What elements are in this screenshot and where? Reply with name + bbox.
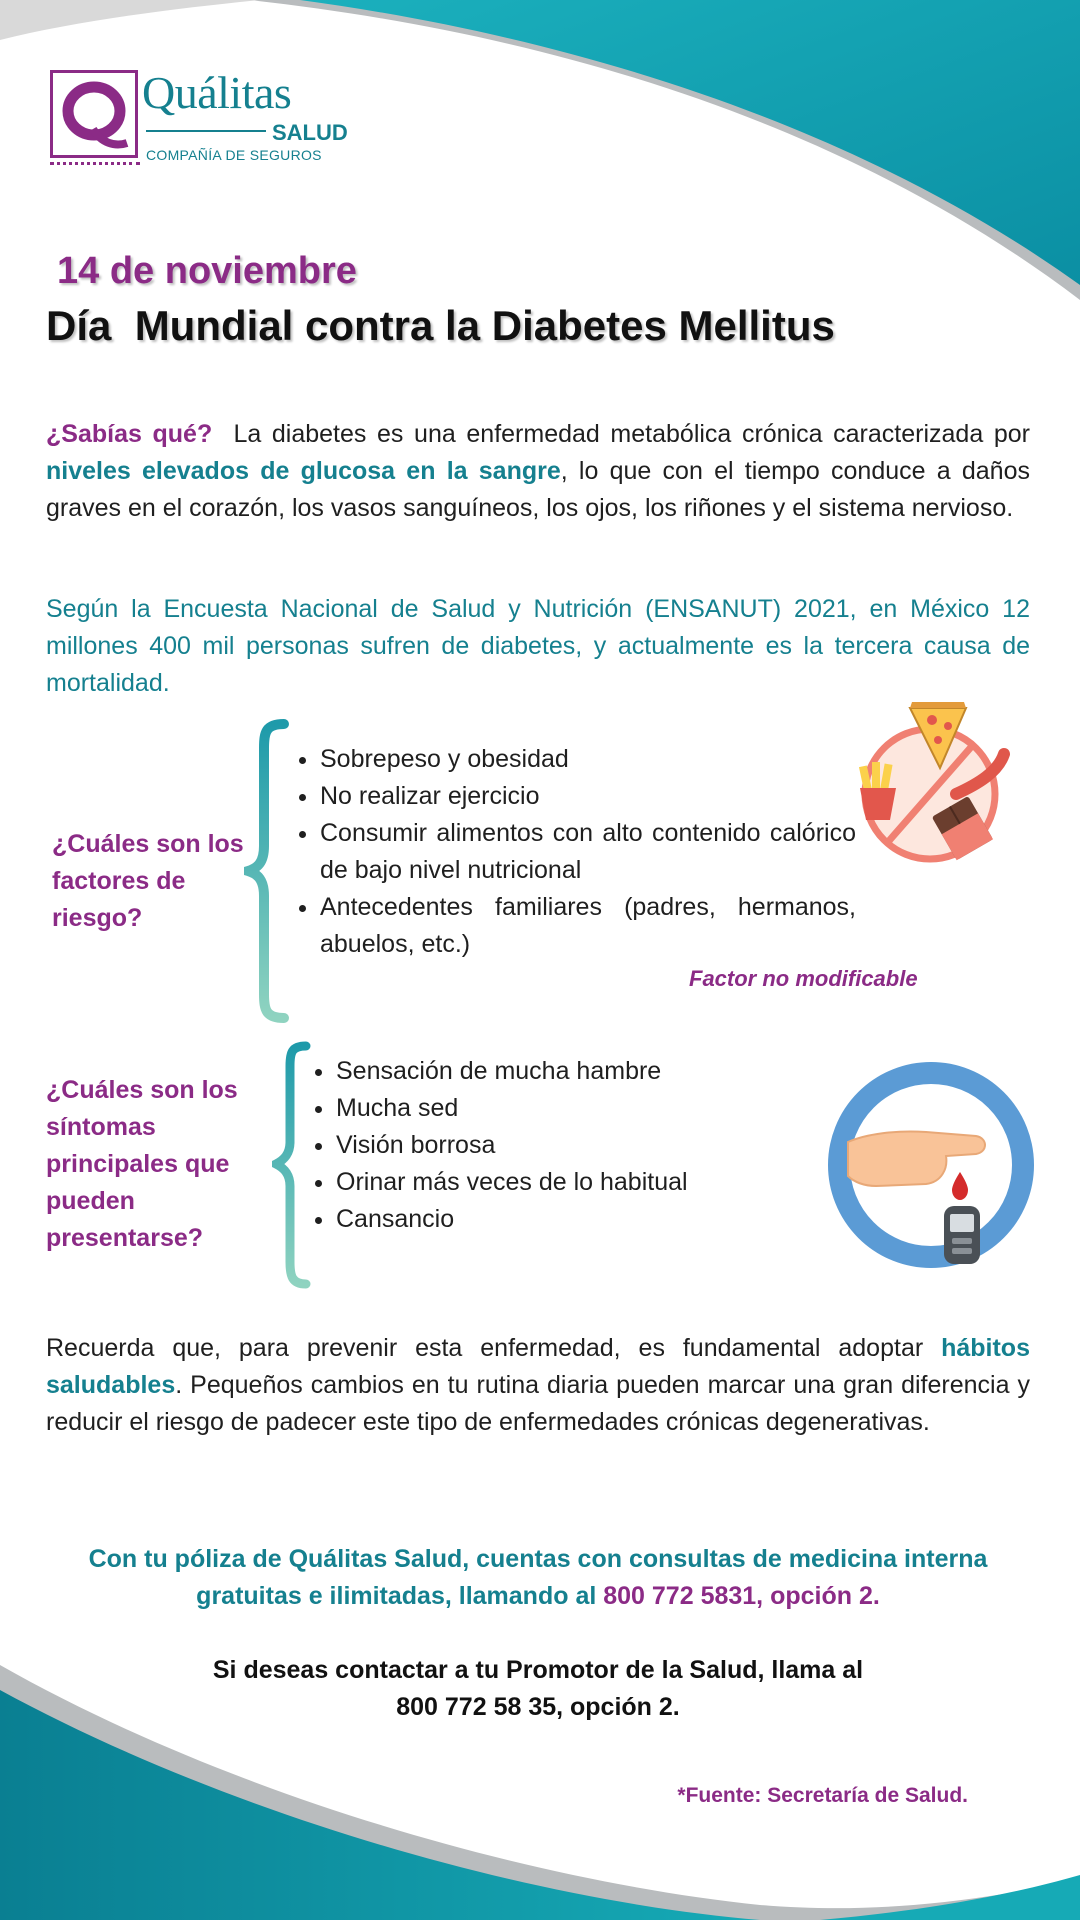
risk-factor-item: • No realizar ejercicio <box>320 778 856 815</box>
policy-text: Con tu póliza de Quálitas Salud, cuentas con consultas de medicina interna gratuitas e ilimitadas, llamando al <box>88 1545 988 1610</box>
survey-paragraph: Según la Encuesta Nacional de Salud y Nutrición (ENSANUT) 2021, en México 12 millones 400 mil personas sufren de diabetes, y actualmente es la tercera causa de mortalidad. <box>46 595 1030 697</box>
reminder-highlight: hábitos saludables <box>46 1334 1030 1399</box>
reminder-text-2: . Pequeños cambios en tu rutina diaria pueden marcar una gran diferencia y reducir el riesgo de padecer este tipo de enfermedades crónicas degenerativas. <box>46 1371 1030 1436</box>
intro-highlight: niveles elevados de glucosa en la sangre <box>46 457 561 485</box>
logo-name: Quálitas <box>142 67 292 118</box>
source-note: *Fuente: Secretaría de Salud. <box>677 1784 968 1807</box>
logo-divider <box>146 130 266 132</box>
event-date: 14 de noviembre <box>57 250 357 292</box>
risk-factor-item: • Antecedentes familiares (padres, hermanos, abuelos, etc.) <box>320 889 856 963</box>
logo-subtitle: COMPAÑÍA DE SEGUROS <box>146 147 322 163</box>
risk-factor-item: • Sobrepeso y obesidad <box>320 741 856 778</box>
risk-factors-question: ¿Cuáles son los factores de riesgo? <box>52 830 244 932</box>
risk-factors-list <box>294 741 856 963</box>
promoter-phone: 800 772 58 35, opción 2. <box>396 1693 680 1721</box>
unhealthy-food-icon <box>848 696 1018 876</box>
qualitas-logo <box>50 67 348 170</box>
symptom-item: • Visión borrosa <box>336 1127 756 1164</box>
policy-info <box>46 1541 1030 1615</box>
page-title: Día Mundial contra la Diabetes Mellitus <box>46 302 835 349</box>
symptom-item: • Mucha sed <box>336 1090 756 1127</box>
logo-q-icon <box>53 73 135 155</box>
risk-factor-item: • Consumir alimentos con alto contenido calórico de bajo nivel nutricional <box>320 815 856 889</box>
promoter-info <box>46 1652 1030 1726</box>
risk-factors-brace <box>244 718 290 1024</box>
symptom-item: • Cansancio <box>336 1201 756 1238</box>
intro-text-1: La diabetes es una enfermedad metabólica crónica caracterizada por <box>212 420 1037 448</box>
symptoms-list <box>310 1053 756 1238</box>
reminder-paragraph <box>46 1330 1030 1441</box>
reminder-text-1: Recuerda que, para prevenir esta enfermedad, es fundamental adoptar <box>46 1334 942 1362</box>
glucose-meter-icon <box>826 1060 1036 1270</box>
symptom-item: • Orinar más veces de lo habitual <box>336 1164 756 1201</box>
policy-phone: 800 772 5831, opción 2. <box>603 1582 880 1610</box>
logo-dots <box>50 162 140 165</box>
promoter-text: Si deseas contactar a tu Promotor de la Salud, llama al <box>212 1656 864 1684</box>
symptom-item: • Sensación de mucha hambre <box>336 1053 756 1090</box>
intro-question: ¿Sabías qué? <box>46 420 213 448</box>
symptoms-question: ¿Cuáles son los síntomas principales que pueden presentarse? <box>46 1076 238 1252</box>
intro-text-2: , lo que con el tiempo conduce a daños graves en el corazón, los vasos sanguíneos, los ojos, los riñones y el sistema nervioso. <box>46 457 1030 522</box>
logo-q-mark <box>50 70 138 158</box>
intro-paragraph <box>46 416 1037 527</box>
logo-salud: SALUD <box>272 120 348 145</box>
symptoms-brace <box>272 1040 312 1290</box>
non-modifiable-note: Factor no modificable <box>689 966 918 991</box>
